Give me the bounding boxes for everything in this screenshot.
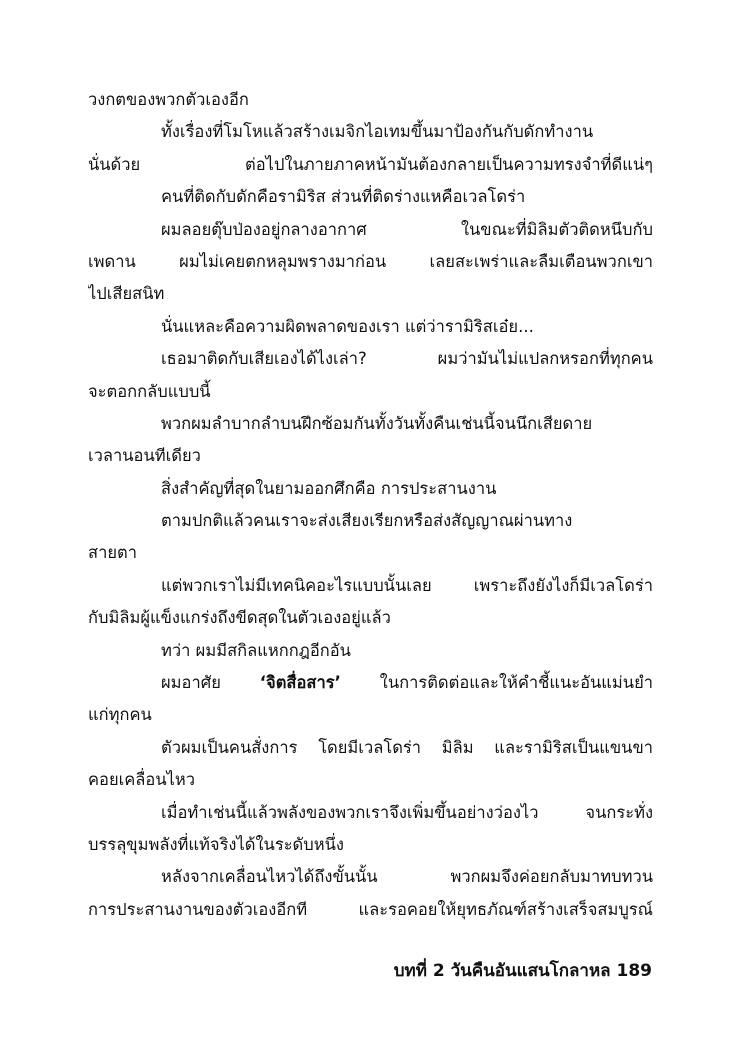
text-line: พวกผมลำบากลำบนฝึกซ้อมกันทั้งวันทั้งคืนเช่นนี้จนนึกเสียดาย <box>161 413 593 433</box>
text-line: จะตอกกลับแบบนี้ <box>88 381 211 401</box>
text-line: เพดาน ผมไม่เคยตกหลุมพรางมาก่อน เลยสะเพร่าและลืมเตือนพวกเขา <box>88 251 653 271</box>
skill-name-emphasis: ‘จิตสื่อสาร’ <box>259 673 341 693</box>
text-line: ทว่า ผมมีสกิลแหกกฎอีกอัน <box>161 640 351 660</box>
page-number: 189 <box>616 961 652 981</box>
text-line: การประสานงานของตัวเองอีกที และรอคอยให้ยุทธภัณฑ์สร้างเสร็จสมบูรณ์ <box>88 899 653 919</box>
page-footer <box>394 957 652 984</box>
text-line: วงกตของพวกตัวเองอีก <box>88 90 249 109</box>
text-line: เธอมาติดกับเสียเองได้ไงเล่า? ผมว่ามันไม่แปลกหรอกที่ทุกคน <box>161 349 653 369</box>
text-line: ไปเสียสนิท <box>88 284 165 304</box>
text-segment: ในการติดต่อและให้คำชี้แนะอันแม่นยำ <box>379 673 653 693</box>
text-line: แต่พวกเราไม่มีเทคนิคอะไรแบบนั้นเลย เพราะถึงยังไงก็มีเวลโดร่า <box>161 575 653 595</box>
text-line: กับมิลิมผู้แข็งแกร่งถึงขีดสุดในตัวเองอยู่แล้ว <box>88 608 391 628</box>
text-line: ทั้งเรื่องที่โมโหแล้วสร้างเมจิกไอเทมขึ้นมาป้องกันกับดักทำงาน <box>161 122 594 142</box>
text-line: นั่นด้วย ต่อไปในภายภาคหน้ามันต้องกลายเป็นความทรงจำที่ดีแน่ๆ <box>88 154 653 174</box>
text-line: ตัวผมเป็นคนสั่งการ โดยมีเวลโดร่า มิลิม และรามิริสเป็นแขนขา <box>161 737 653 757</box>
text-line: ตามปกติแล้วคนเราจะส่งเสียงเรียกหรือส่งสัญญาณผ่านทาง <box>161 511 573 531</box>
text-line: คนที่ติดกับดักคือรามิริส ส่วนที่ติดร่างแหคือเวลโดร่า <box>161 187 526 207</box>
body-text <box>88 84 653 926</box>
text-line: แก่ทุกคน <box>88 705 152 725</box>
text-line: สิ่งสำคัญที่สุดในยามออกศึกคือ การประสานงาน <box>161 478 497 498</box>
chapter-title: บทที่ 2 วันคืนอันแสนโกลาหล <box>393 961 611 981</box>
text-line: เวลานอนทีเดียว <box>88 446 201 466</box>
text-line: สายตา <box>88 543 137 563</box>
text-line: บรรลุขุมพลังที่แท้จริงได้ในระดับหนึ่ง <box>88 834 344 854</box>
text-line <box>88 667 653 699</box>
text-line: หลังจากเคลื่อนไหวได้ถึงขั้นนั้น พวกผมจึงค่อยกลับมาทบทวน <box>161 867 653 887</box>
text-line: นั่นแหละคือความผิดพลาดของเรา แต่ว่ารามิริสเอ๋ย... <box>161 316 534 336</box>
text-line: เมื่อทำเช่นนี้แล้วพลังของพวกเราจึงเพิ่มขึ้นอย่างว่องไว จนกระทั่ง <box>161 802 653 822</box>
text-segment: ผมอาศัย <box>161 673 221 693</box>
text-line: ผมลอยตุ๊บป่องอยู่กลางอากาศ ในขณะที่มิลิมตัวติดหนึบกับ <box>161 219 653 239</box>
text-line: คอยเคลื่อนไหว <box>88 770 196 790</box>
